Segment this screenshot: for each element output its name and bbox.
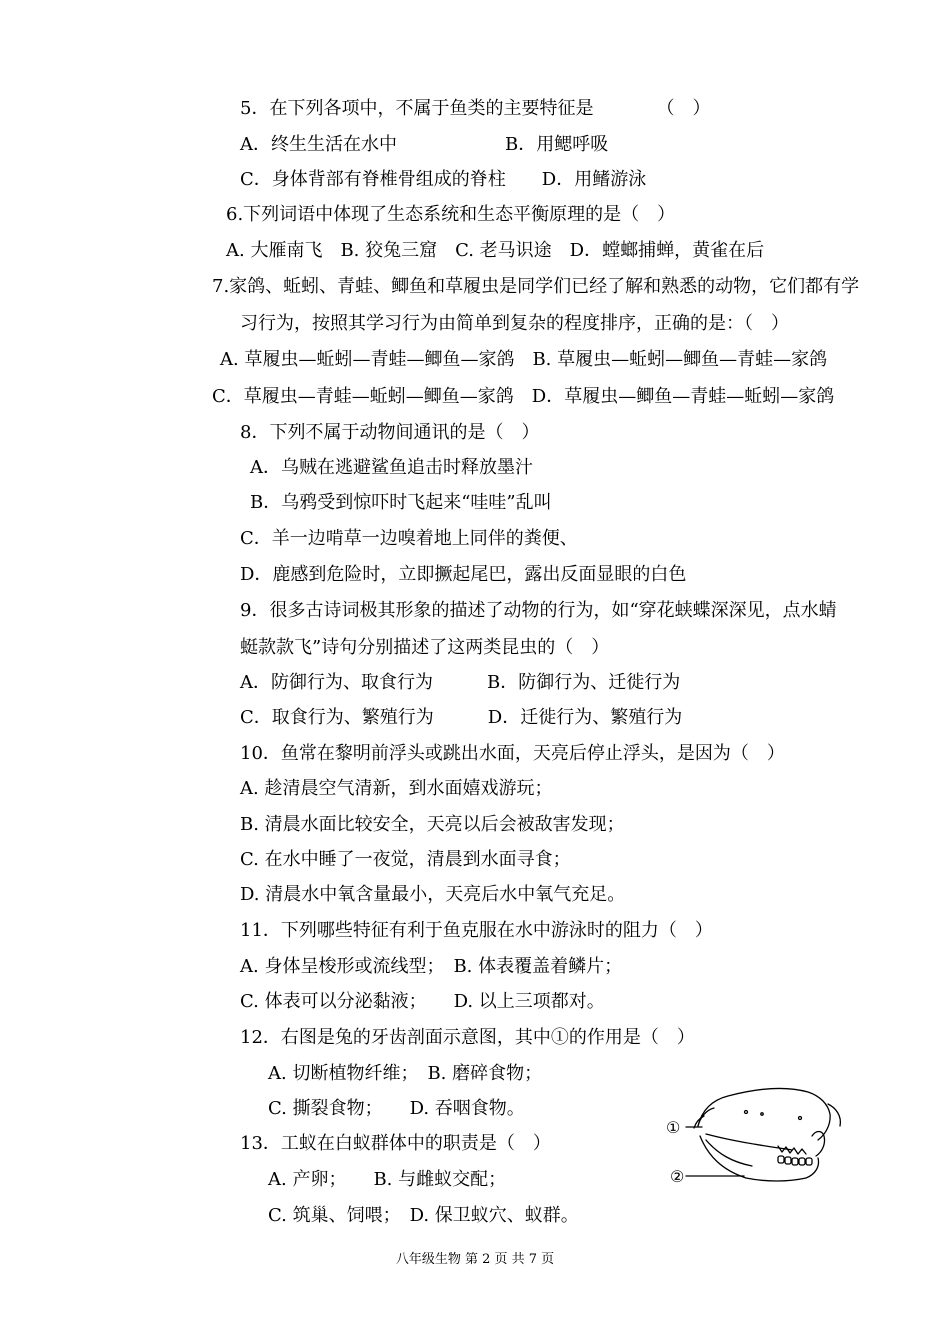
question-10-stem: 10．鱼常在黎明前浮头或跳出水面，天亮后停止浮头，是因为（ ） — [240, 743, 785, 764]
question-8-option-b: B．乌鸦受到惊吓时飞起来“哇哇”乱叫 — [250, 492, 552, 513]
question-13-stem: 13．工蚁在白蚁群体中的职责是（ ） — [240, 1133, 551, 1154]
question-10-option-b: B. 清晨水面比较安全，天亮以后会被敌害发现； — [240, 814, 625, 835]
rabbit-teeth-diagram — [666, 1070, 850, 1196]
question-9-options-cd: C．取食行为、繁殖行为 D．迁徙行为、繁殖行为 — [240, 707, 683, 728]
question-9-stem-line2: 蜓款款飞”诗句分别描述了这两类昆虫的（ ） — [240, 637, 610, 658]
page-footer: 八年级生物 第 2 页 共 7 页 — [395, 1252, 555, 1267]
question-7-options-ab: A. 草履虫—蚯蚓—青蛙—鲫鱼—家鸽 B. 草履虫—蚯蚓—鲫鱼—青蛙—家鸽 — [220, 349, 828, 370]
question-6-options: A. 大雁南飞 B. 狡兔三窟 C. 老马识途 D．螳螂捕蝉，黄雀在后 — [226, 240, 765, 261]
question-12-stem: 12．右图是兔的牙齿剖面示意图，其中①的作用是（ ） — [240, 1027, 695, 1048]
question-7-stem-line1: 7.家鸽、蚯蚓、青蛙、鲫鱼和草履虫是同学们已经了解和熟悉的动物，它们都有学 — [212, 276, 860, 297]
question-8-stem: 8．下列不属于动物间通讯的是（ ） — [240, 422, 540, 443]
question-5-stem: 5．在下列各项中，不属于鱼类的主要特征是 （ ） — [240, 98, 711, 119]
question-5-options-ab: A．终生生活在水中 B．用鳃呼吸 — [240, 134, 609, 155]
question-7-options-cd: C．草履虫—青蛙—蚯蚓—鲫鱼—家鸽 D．草履虫—鲫鱼—青蛙—蚯蚓—家鸽 — [212, 386, 835, 407]
question-11-options-ab: A. 身体呈梭形或流线型； B. 体表覆盖着鳞片； — [240, 956, 623, 977]
question-8-option-d: D．鹿感到危险时，立即撅起尾巴，露出反面显眼的白色 — [240, 564, 687, 585]
question-9-stem-line1: 9．很多古诗词极其形象的描述了动物的行为，如“穿花蛱蝶深深见，点水蜻 — [240, 600, 837, 621]
question-10-option-c: C. 在水中睡了一夜觉，清晨到水面寻食； — [240, 849, 571, 870]
question-12-options-ab: A. 切断植物纤维； B. 磨碎食物； — [268, 1063, 543, 1084]
question-8-option-c: C．羊一边啃草一边嗅着地上同伴的粪便、 — [240, 528, 578, 549]
question-6-stem: 6.下列词语中体现了生态系统和生态平衡原理的是（ ） — [226, 204, 676, 225]
question-11-options-cd: C. 体表可以分泌黏液； D. 以上三项都对。 — [240, 991, 605, 1012]
question-13-options-cd: C. 筑巢、饲喂； D. 保卫蚁穴、蚁群。 — [268, 1205, 579, 1226]
question-8-option-a: A．乌贼在逃避鲨鱼追击时释放墨汁 — [250, 457, 533, 478]
question-10-option-d: D. 清晨水中氧含量最小，天亮后水中氧气充足。 — [240, 884, 626, 905]
question-10-option-a: A. 趁清晨空气清新，到水面嬉戏游玩； — [240, 778, 553, 799]
question-13-options-ab: A. 产卵； B. 与雌蚁交配； — [268, 1169, 507, 1190]
question-12-options-cd: C. 撕裂食物； D. 吞咽食物。 — [268, 1098, 525, 1119]
question-5-options-cd: C．身体背部有脊椎骨组成的脊柱 D．用鳍游泳 — [240, 169, 647, 190]
question-11-stem: 11．下列哪些特征有利于鱼克服在水中游泳时的阻力（ ） — [240, 920, 713, 941]
figure-label-1: ① — [666, 1118, 681, 1137]
question-7-stem-line2: 习行为，按照其学习行为由简单到复杂的程度排序，正确的是：（ ） — [240, 313, 789, 334]
figure-label-2: ② — [670, 1167, 685, 1186]
question-9-options-ab: A．防御行为、取食行为 B．防御行为、迁徙行为 — [240, 672, 681, 693]
